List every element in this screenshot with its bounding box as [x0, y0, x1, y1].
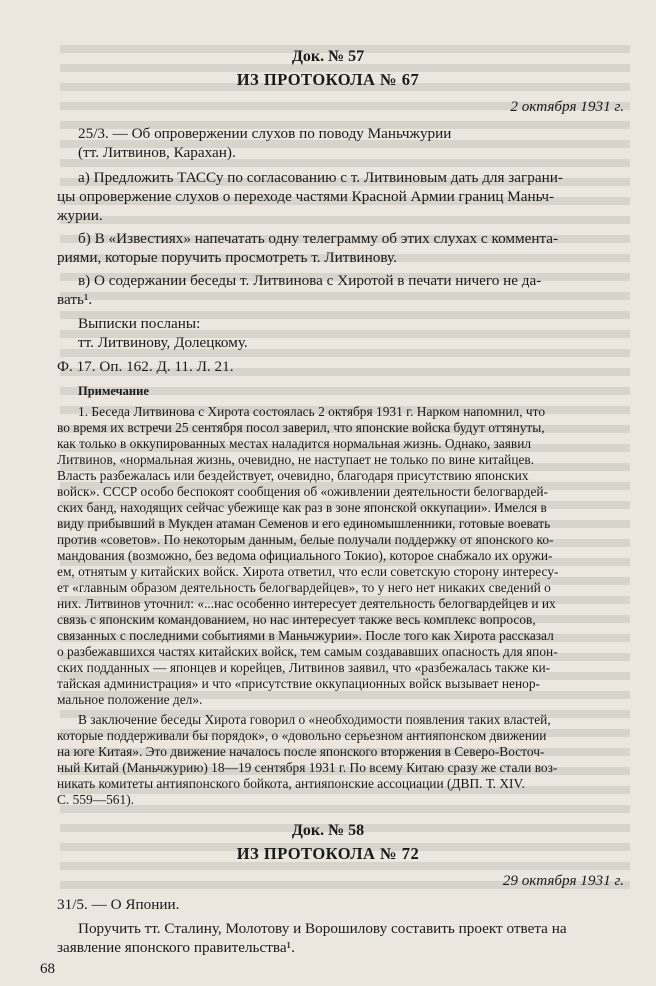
- paragraph-a: журии.: [57, 207, 103, 224]
- note-line: связь с японским командованием, но нас интересует также весь комплекс вопросов,: [57, 612, 536, 627]
- note-line: Литвинов, «нормальная жизнь, очевидно, не наступает не только по вине китайцев.: [57, 452, 535, 467]
- doc-title: ИЗ ПРОТОКОЛА № 72: [236, 844, 420, 863]
- doc-date: 2 октября 1931 г.: [510, 98, 624, 115]
- note-line: войск». СССР особо беспокоят сообщения об «оживлении деятельности белогвардей-: [57, 484, 549, 499]
- note-heading: Примечание: [78, 384, 149, 398]
- note-line: которые поддерживали бы порядок», о «довольно серьезном антияпонском движении: [57, 728, 547, 743]
- note-line: ем, отнятым у китайских войск. Хирота ответил, что если советскую сторону интересу-: [57, 564, 559, 579]
- paragraph-b: б) В «Известиях» напечатать одну телеграмму об этих слухах с коммента-: [78, 230, 559, 247]
- note-line: никать комитеты антияпонского бойкота, антияпонские ассоциации (ДВП. Т. XIV.: [57, 776, 525, 791]
- note-line: виду прибывший в Мукден атаман Семенов и его единомышленники, готовые воевать: [57, 516, 551, 531]
- paragraph-a: а) Предложить ТАССу по согласованию с т. Литвиновым дать для заграни-: [78, 169, 563, 186]
- extracts-sent: Выписки посланы:: [78, 315, 201, 332]
- note-line: 1. Беседа Литвинова с Хирота состоялась 2 октября 1931 г. Нарком напомнил, что: [78, 404, 546, 419]
- resolution-text: Поручить тт. Сталину, Молотову и Ворошилову составить проект ответа на: [78, 920, 567, 937]
- resolution-text: заявление японского правительства¹.: [57, 939, 295, 956]
- agenda-item-head: 25/3. — Об опровержении слухов по поводу Маньчжурии: [78, 125, 452, 142]
- note-line: о разбежавшихся частях китайских войск, тем самым создававших опасность для япон-: [57, 644, 558, 659]
- paragraph-c: вать¹.: [57, 291, 93, 308]
- doc-number: Док. № 58: [291, 822, 365, 839]
- note-line: ет «главным образом деятельность белогвардейцев», то у него нет никаких сведений о: [57, 580, 551, 595]
- note-line: В заключение беседы Хирота говорил о «необходимости появления таких властей,: [78, 712, 551, 727]
- note-line: Власть разбежалась или бездействует, очевидно, благодаря присутствию японских: [57, 468, 529, 483]
- note-line: тайская администрация» и что «присутствие оккупационных войск вызывает ненор-: [57, 676, 540, 691]
- archive-reference: Ф. 17. Оп. 162. Д. 11. Л. 21.: [57, 358, 234, 375]
- note-line: ских банд, находящих сейчас убежище как раз в зоне японской оккупации». Имелся в: [57, 500, 547, 515]
- note-line: связанных с последними событиями в Маньчжурии». После того как Хирота рассказал: [57, 628, 554, 643]
- paragraph-c: в) О содержании беседы т. Литвинова с Хиротой в печати ничего не да-: [78, 272, 542, 289]
- note-line: ских подданных — японцев и корейцев, Литвинов заявил, что «разбежалась также ки-: [57, 660, 551, 675]
- doc-number: Док. № 57: [291, 48, 365, 65]
- doc-title: ИЗ ПРОТОКОЛА № 67: [236, 70, 420, 89]
- paragraph-b: риями, которые поручить просмотреть т. Литвинову.: [57, 249, 397, 266]
- note-line: как только в оккупированных местах наладится нормальная жизнь. Однако, заявил: [57, 436, 532, 451]
- agenda-item-members: (тт. Литвинов, Карахан).: [78, 144, 236, 161]
- note-line: на юге Китая». Это движение началось после японского вторжения в Северо-Восточ-: [57, 744, 545, 759]
- note-line: мандования (возможно, без ведома официального Токио), которое снабжало их оружи-: [57, 548, 553, 563]
- page-number: 68: [40, 961, 55, 977]
- note-line: С. 559—561).: [57, 792, 134, 807]
- note-line: мальное положение дел».: [57, 692, 203, 707]
- paragraph-a: цы опровержение слухов о переходе частями Красной Армии границ Маньч-: [57, 188, 555, 205]
- note-line: против «советов». По некоторым данным, белые получали поддержку от японского ко-: [57, 532, 554, 547]
- note-line: них. Литвинов уточнил: «...нас особенно интересует деятельность белогвардейцев и их: [57, 596, 556, 611]
- note-line: ный Китай (Маньчжурию) 18—19 сентября 1931 г. По всему Китаю сразу же стали воз-: [57, 760, 558, 775]
- extracts-recipients: тт. Литвинову, Долецкому.: [78, 334, 248, 351]
- note-line: во время их встречи 25 сентября посол заверил, что японские войска будут оттянуты,: [57, 420, 545, 435]
- doc-date: 29 октября 1931 г.: [502, 872, 624, 889]
- agenda-item-head: 31/5. — О Японии.: [57, 896, 180, 913]
